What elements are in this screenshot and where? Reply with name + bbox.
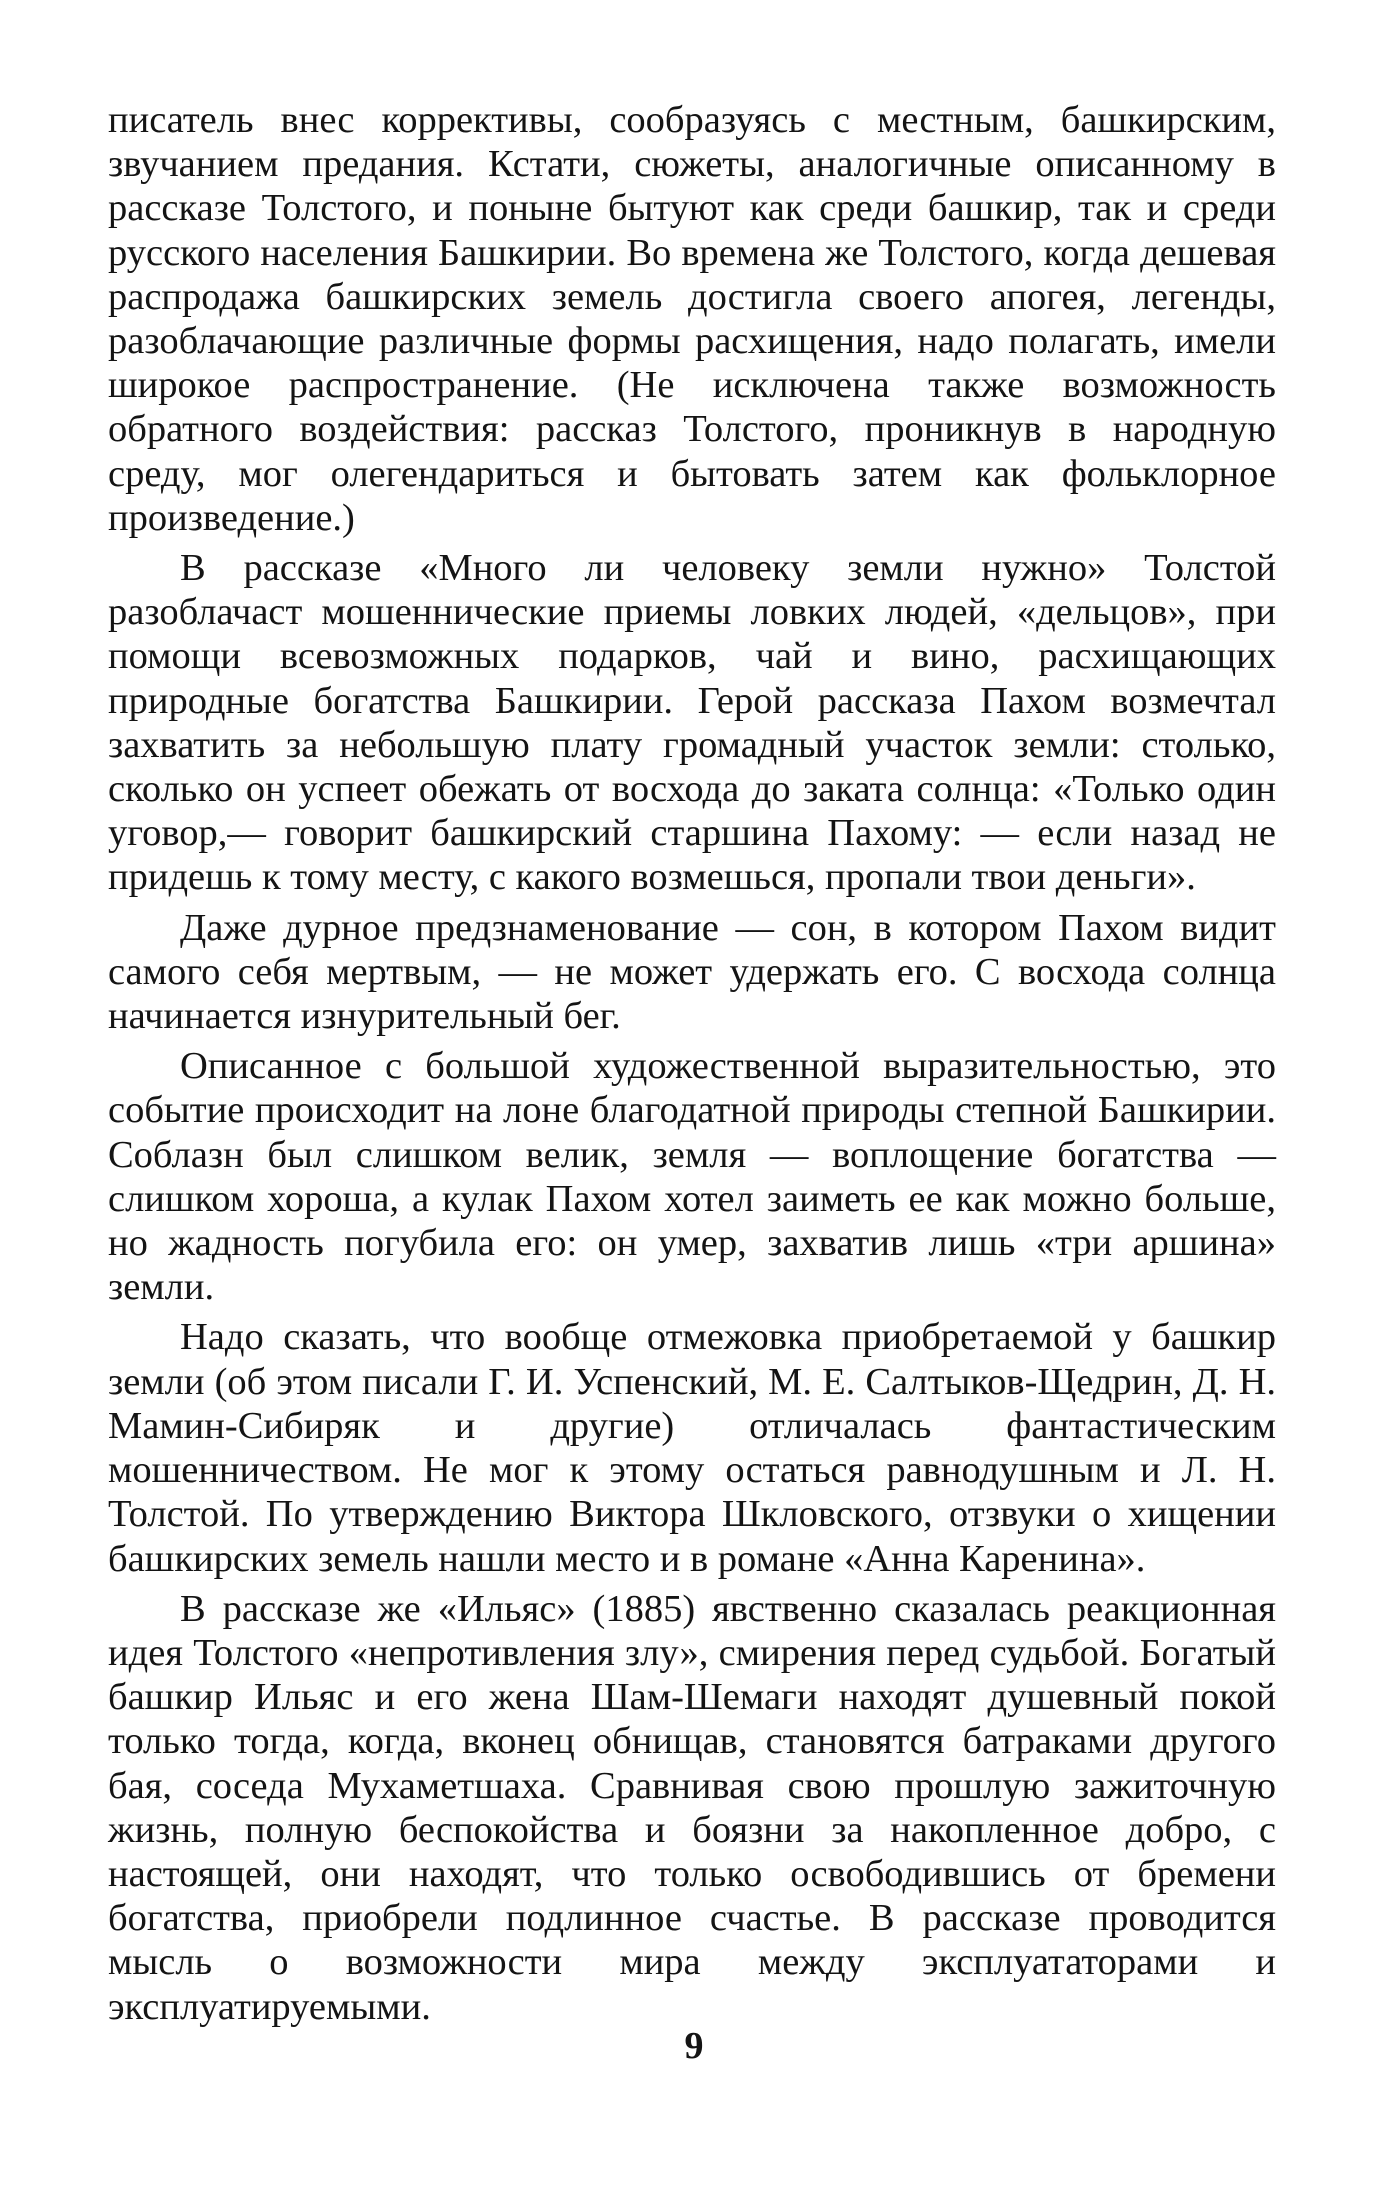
paragraph: Надо сказать, что вообще отмежовка приобретаемой у башкир земли (об этом писали Г. И. Успенский, М. Е. Салтыков-Щедрин, Д. Н. Мамин-Сибиряк и другие) отличалась фантастическим мошенничеством. Не мог к этому остаться равнодушным и Л. Н. Толстой. По утверждению Виктора Шкловского, отзвуки о хищении башкирских земель нашли место и в романе «Анна Каренина». [108,1316,1276,1580]
paragraph: В рассказе же «Ильяс» (1885) явственно сказалась реакционная идея Толстого «непротивления злу», смирения перед судьбой. Богатый башкир Ильяс и его жена Шам-Шемаги находят душевный покой только тогда, когда, вконец обнищав, становятся батраками другого бая, соседа Мухаметшаха. Сравнивая свою прошлую зажиточную жизнь, полную беспокойства и боязни за накопленное добро, с настоящей, они находят, что только освободившись от бремени богатства, приобрели подлинное счастье. В рассказе проводится мысль о возможности мира между эксплуататорами и эксплуатируемыми. [108,1587,1276,2028]
paragraph: В рассказе «Много ли человеку земли нужно» Толстой разоблачаст мошеннические приемы ловких людей, «дельцов», при помощи всевозможных подарков, чай и вино, расхищающих природные богатства Башкирии. Герой рассказа Пахом возмечтал захватить за небольшую плату громадный участок земли: столько, сколько он успеет обежать от восхода до заката солнца: «Только один уговор,— говорит башкирский старшина Пахому: — если назад не придешь к тому месту, с какого возмешься, пропали твои деньги». [108,547,1276,899]
paragraph: писатель внес коррективы, сообразуясь с местным, башкирским, звучанием предания. Кстати, сюжеты, аналогичные описанному в рассказе Толстого, и поныне бытуют как среди башкир, так и среди русского населения Башкирии. Во времена же Толстого, когда дешевая распродажа башкирских земель достигла своего апогея, легенды, разоблачающие различные формы расхищения, надо полагать, имели широкое распространение. (Не исключена также возможность обратного воздействия: рассказ Толстого, проникнув в народную среду, мог олегендариться и бытовать затем как фольклорное произведение.) [108,99,1276,539]
paragraph: Даже дурное предзнаменование — сон, в котором Пахом видит самого себя мертвым, — не может удержать его. С восхода солнца начинается изнурительный бег. [108,906,1276,1038]
page-body [108,98,1276,2029]
paragraph: Описанное с большой художественной выразительностью, это событие происходит на лоне благодатной природы степной Башкирии. Соблазн был слишком велик, земля — воплощение богатства — слишком хороша, а кулак Пахом хотел заиметь ее как можно больше, но жадность погубила его: он умер, захватив лишь «три аршина» земли. [108,1045,1276,1309]
page-number: 9 [684,2025,704,2067]
